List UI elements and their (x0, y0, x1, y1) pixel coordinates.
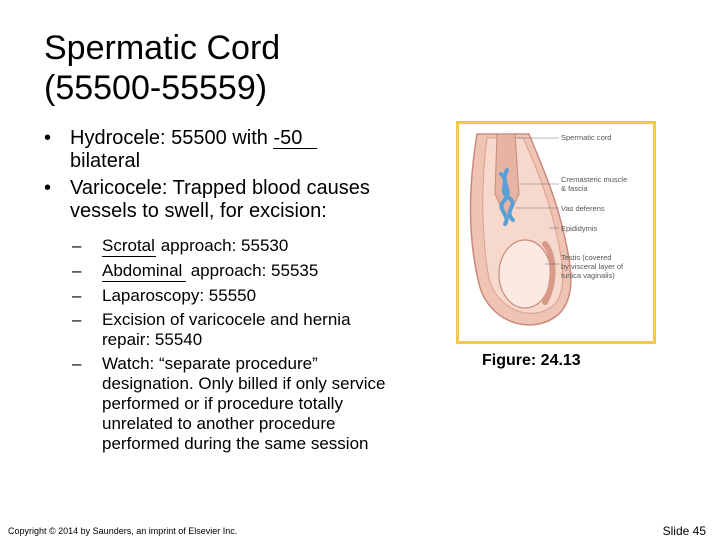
hydrocele-text: Hydrocele: 55500 with (70, 127, 274, 149)
watch-line-1: – Watch: “separate procedure” (102, 354, 318, 373)
laparoscopy-text: Laparoscopy: 55550 (102, 286, 257, 305)
watch-line-3: performed or if procedure totally (102, 394, 343, 413)
abdominal-text: approach: 55535 (186, 261, 319, 280)
hydrocele-blank: -50 (273, 129, 317, 149)
sub-item-excision (72, 310, 452, 350)
bullet-varicocele (44, 177, 444, 223)
sub-item-scrotal (72, 236, 452, 257)
sub-list (72, 236, 452, 454)
spermatic-cord-figure (456, 121, 656, 344)
figure-caption: Figure: 24.13 (482, 352, 581, 369)
varicocele-line-2: vessels to swell, for excision: (70, 200, 327, 222)
sub-item-watch (72, 354, 452, 454)
label-testis-1: Testis (covered (561, 253, 612, 262)
varicocele-line-1: • Varicocele: Trapped blood causes (70, 177, 370, 199)
sub-item-laparoscopy (72, 286, 452, 306)
label-testis-2: by visceral layer of (561, 262, 624, 271)
label-epididymis: Epididymis (561, 224, 598, 233)
watch-line-5: performed during the same session (102, 434, 369, 453)
excision-line-1: – Excision of varicocele and hernia (102, 310, 351, 329)
scrotal-blank: Scrotal (102, 236, 155, 255)
label-cremasteric-1: Cremasteric muscle (561, 175, 628, 184)
title-line-1: Spermatic Cord (44, 29, 281, 67)
bullet-hydrocele (44, 127, 444, 173)
testis-shape (499, 240, 551, 308)
scrotal-text: approach: 55530 (156, 236, 289, 255)
slide-title (44, 28, 280, 108)
sub-item-abdominal (72, 261, 452, 282)
copyright-footer: Copyright © 2014 by Saunders, an imprint of Elsevier Inc. (8, 526, 238, 536)
abdominal-blank: Abdominal (102, 262, 186, 282)
excision-line-2: repair: 55540 (102, 330, 203, 349)
bullet-list (44, 127, 444, 227)
watch-line-4: unrelated to another procedure (102, 414, 336, 433)
spermatic-cord-illustration (459, 124, 653, 341)
slide-number: Slide 45 (662, 524, 706, 538)
title-line-2: (55500-55559) (44, 69, 268, 107)
label-vas-deferens: Vas deferens (561, 204, 605, 213)
hydrocele-line-2: bilateral (70, 150, 141, 172)
label-cremasteric-2: & fascia (561, 184, 588, 193)
label-testis-3: tunica vaginalis) (561, 271, 615, 280)
watch-line-2: designation. Only billed if only service (102, 374, 386, 393)
label-spermatic-cord: Spermatic cord (561, 133, 612, 142)
